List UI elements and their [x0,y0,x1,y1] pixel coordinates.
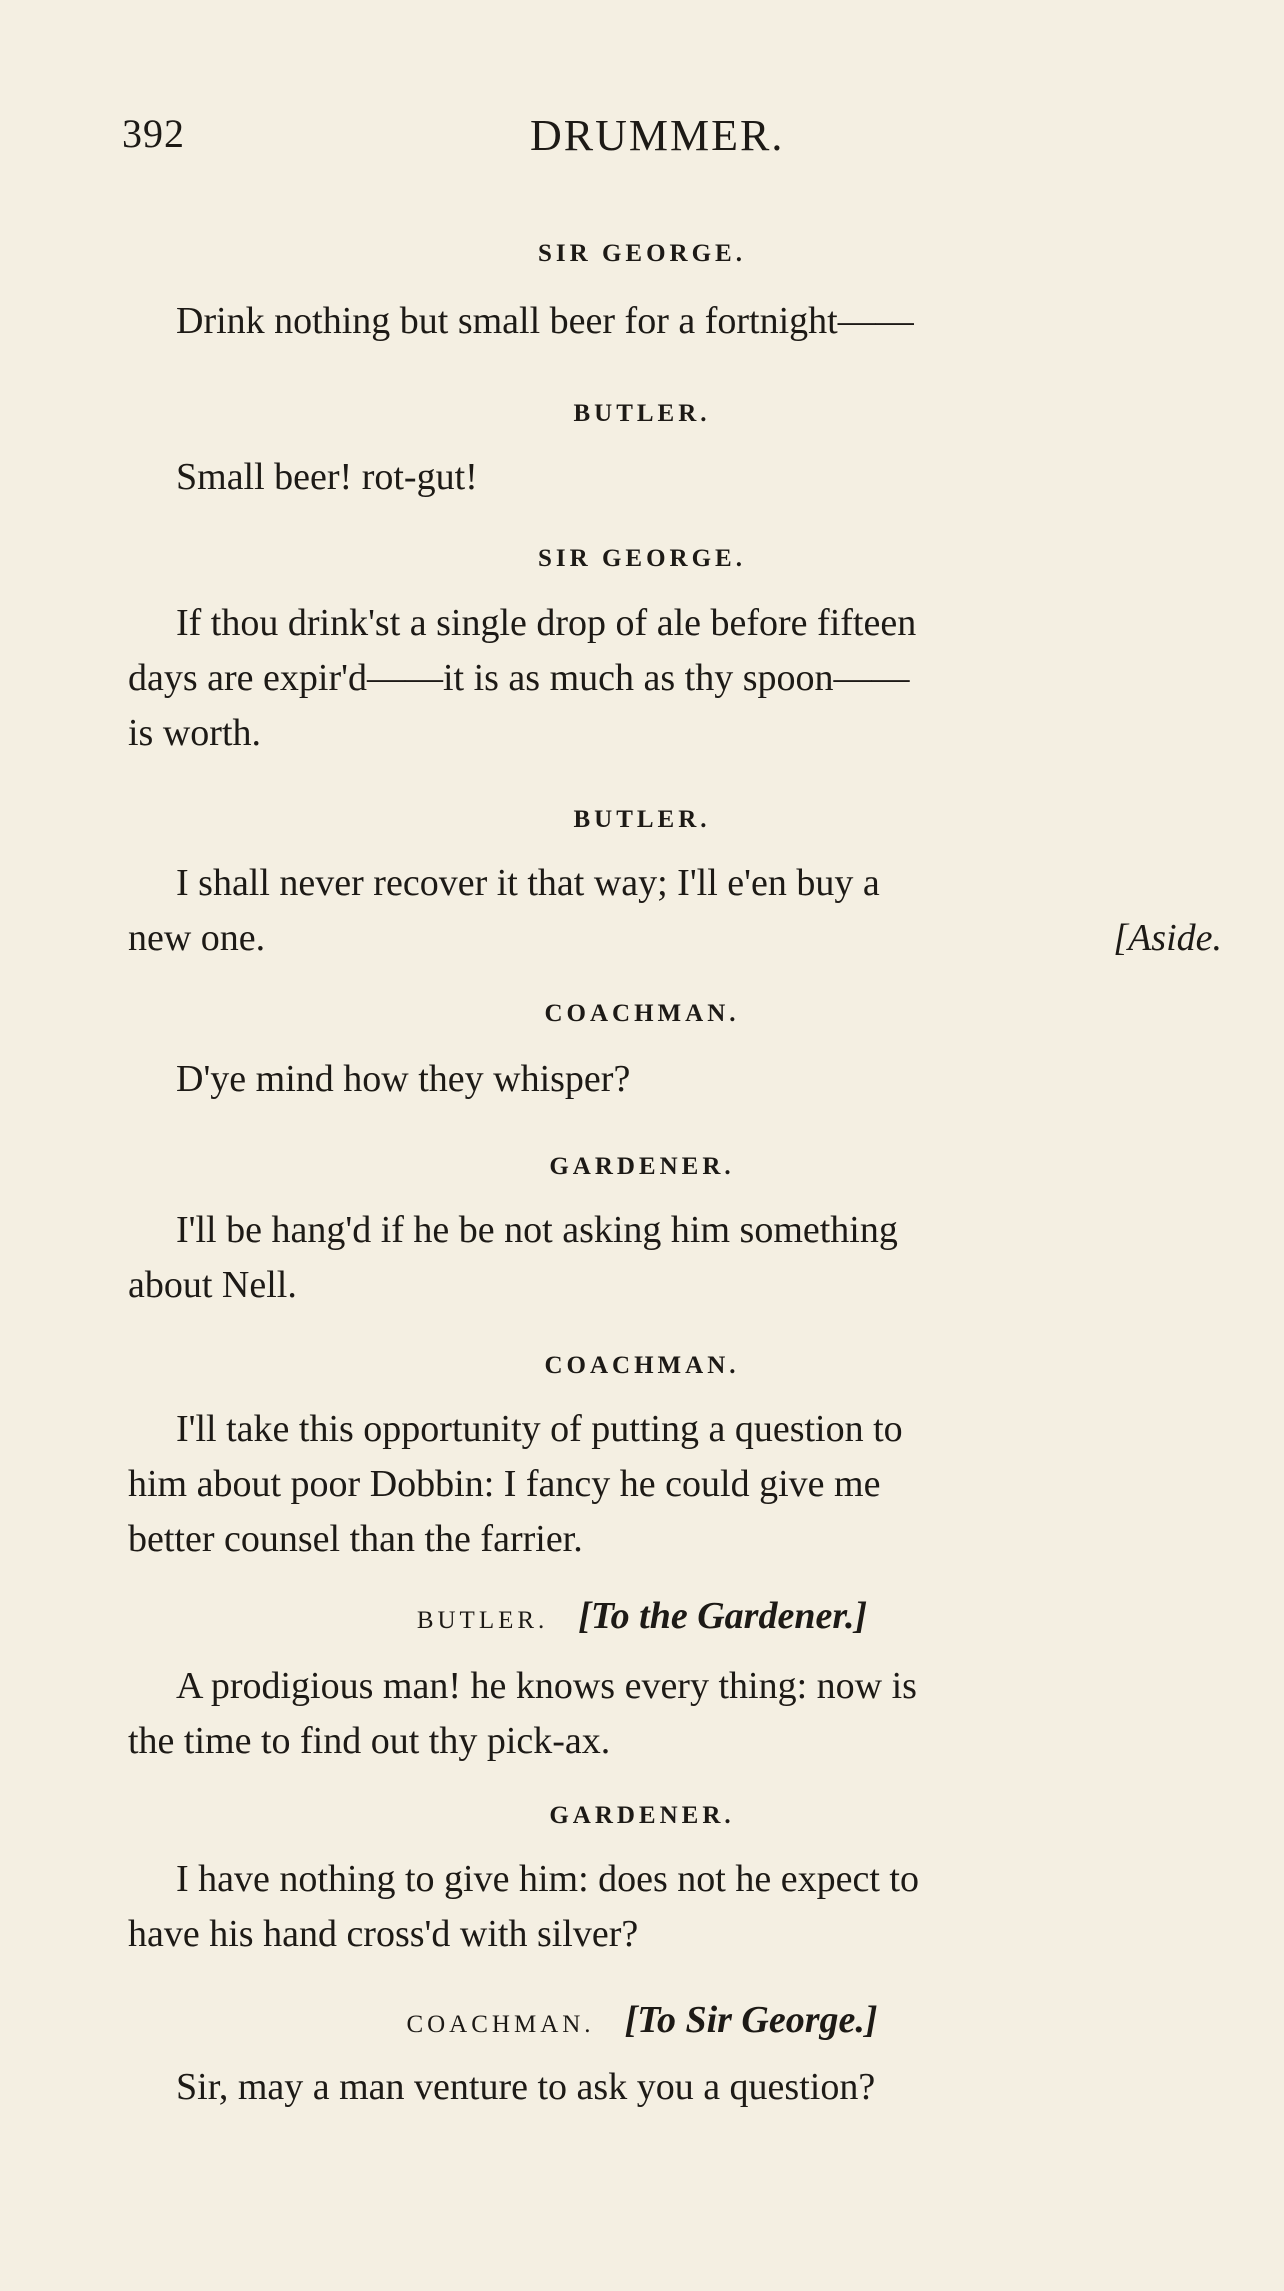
speech-line: I'll take this opportunity of putting a question to [176,1408,903,1450]
speaker-heading: COACHMAN. [544,1000,740,1027]
speech-text [128,1402,1222,1567]
running-head: DRUMMER. [530,111,785,160]
speech-line: about Nell. [128,1264,297,1306]
speech-text [128,1659,1222,1769]
speaker-heading: SIR GEORGE. [538,545,746,572]
speech-text [128,1052,1222,1107]
speaker-heading: COACHMAN. [406,2011,595,2038]
stage-direction: [To the Gardener.] [578,1595,868,1637]
speech-line: him about poor Dobbin: I fancy he could give me [128,1463,881,1505]
speech-line: have his hand cross'd with silver? [128,1913,639,1955]
speaker-heading: COACHMAN. [544,1352,740,1379]
speech-line: If thou drink'st a single drop of ale before fifteen [176,602,917,644]
speech-line: Small beer! rot-gut! [176,456,478,498]
speech-line: the time to find out thy pick-ax. [128,1720,611,1762]
speech-text [128,2060,1222,2115]
speaker-heading-with-direction [0,1998,1284,2042]
speech-text [128,1203,1222,1313]
speech-line: A prodigious man! he knows every thing: now is [176,1665,917,1707]
speech-line: I'll be hang'd if he be not asking him something [176,1209,898,1251]
speech-line: is worth. [128,712,261,754]
speech-line: Drink nothing but small beer for a fortnight—— [176,300,914,342]
speaker-heading: BUTLER. [573,400,711,427]
speech-line-with-aside [128,911,1222,966]
speech-line: better counsel than the farrier. [128,1518,583,1560]
speech-line: D'ye mind how they whisper? [176,1058,631,1100]
stage-direction: [To Sir George.] [624,1999,878,2041]
speech-line: new one. [128,917,266,959]
speech-text [128,1852,1222,1962]
speaker-heading: GARDENER. [549,1153,735,1180]
page-number: 392 [122,111,185,156]
speaker-heading: BUTLER. [416,1607,549,1634]
speech-line: I have nothing to give him: does not he expect to [176,1858,919,1900]
speech-text [128,450,1222,505]
stage-direction-aside: [Aside. [1113,917,1222,959]
speech-text [128,294,1222,349]
speech-text [128,856,1222,966]
speech-line: Sir, may a man venture to ask you a question? [176,2066,876,2108]
speaker-heading: GARDENER. [549,1802,735,1829]
speaker-heading: BUTLER. [573,806,711,833]
speech-line: days are expir'd——it is as much as thy spoon—— [128,657,910,699]
page-header [0,110,1284,170]
speaker-heading-with-direction [0,1594,1284,1638]
speaker-heading: SIR GEORGE. [538,240,746,267]
speech-line: I shall never recover it that way; I'll e'en buy a [176,862,880,904]
speech-text [128,596,1222,761]
